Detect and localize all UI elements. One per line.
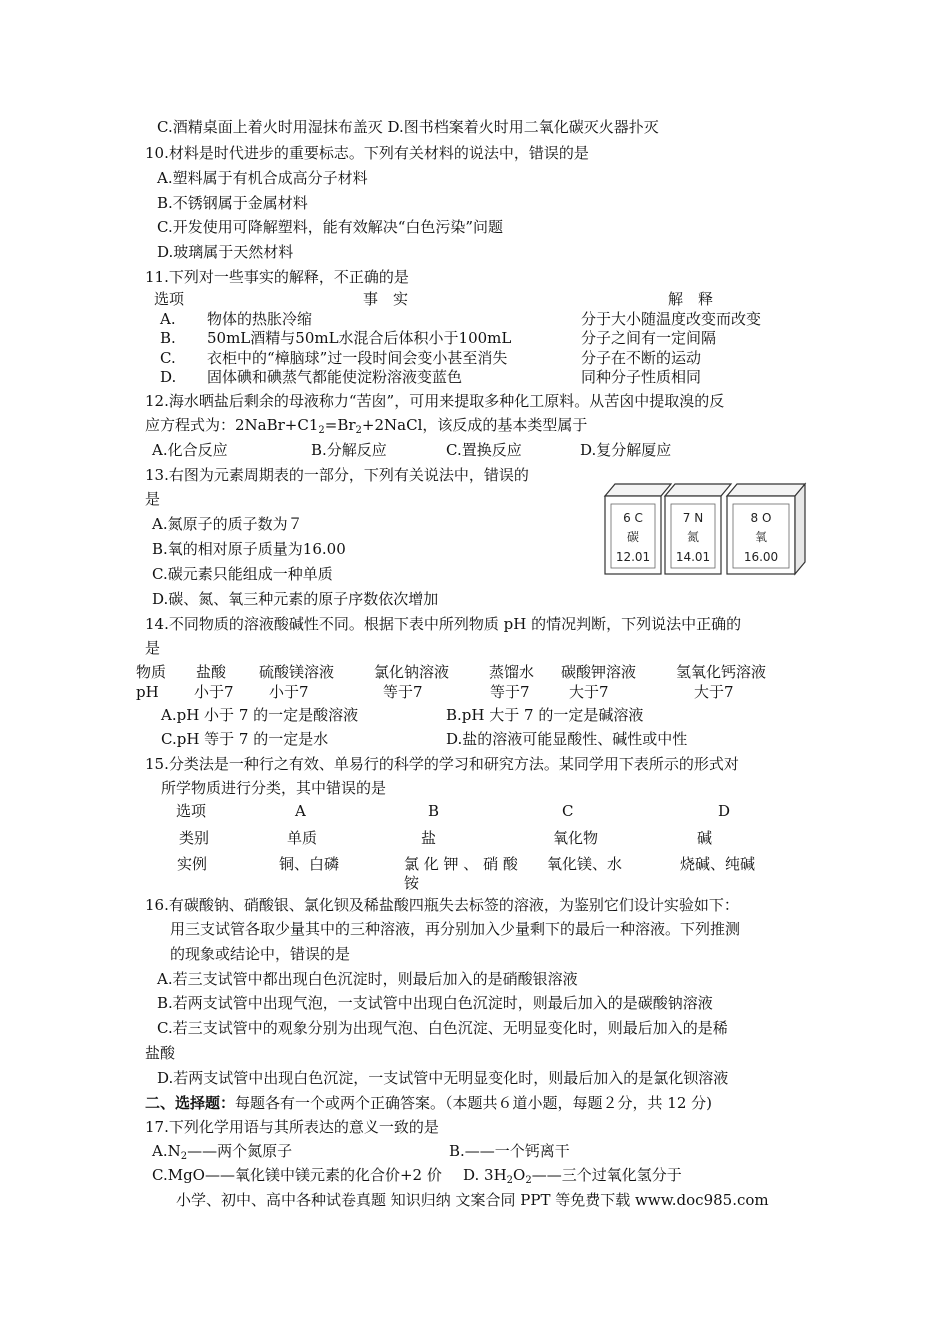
q14-option-b: B.pH 大于 7 的一定是碱溶液 bbox=[446, 706, 644, 724]
q11-head-explain: 解 释 bbox=[668, 290, 714, 308]
table-row: B. bbox=[160, 329, 176, 347]
table-cell: 等于7 bbox=[383, 683, 423, 701]
q17-option-b: B.——一个钙离干 bbox=[449, 1142, 570, 1160]
q13-stem-line2: 是 bbox=[145, 490, 161, 508]
q14-stem-line1: 14.不同物质的溶液酸碱性不同。根据下表中所列物质 pH 的情况判断，下列说法中正确的 bbox=[145, 615, 742, 633]
table-cell: 碳酸钾溶液 bbox=[561, 663, 637, 681]
q10-stem: 10.材料是时代进步的重要标志。下列有关材料的说法中，错误的是 bbox=[145, 144, 589, 162]
q17-option-c: C.MgO——氧化镁中镁元素的化合价+2 价 bbox=[152, 1166, 442, 1184]
table-cell: 小于7 bbox=[269, 683, 309, 701]
table-cell: 实例 bbox=[177, 855, 208, 873]
pt-cell-3-name: 氧 bbox=[754, 530, 768, 544]
table-cell: pH bbox=[136, 683, 159, 701]
section-2-title: 二、选择题： bbox=[145, 1094, 236, 1112]
page-footer: 小学、初中、高中各种试卷真题 知识归纳 文案合同 PPT 等免费下载 www.doc985.com bbox=[176, 1191, 769, 1209]
q12-stem-line1: 12.海水晒盐后剩余的母液称力“苦囱”，可用来提取多种化工原料。从苦囟中提取溴的反 bbox=[145, 392, 725, 410]
q15-stem-line1: 15.分类法是一种行之有效、单易行的科学的学习和研究方法。某同学用下表所示的形式对 bbox=[145, 755, 739, 773]
section-2-heading bbox=[145, 1093, 712, 1113]
table-cell: 硫酸镁溶液 bbox=[259, 663, 335, 681]
table-cell: C bbox=[562, 802, 574, 820]
q10-option-d: D.玻璃属于天然材料 bbox=[157, 243, 294, 261]
q10-option-b: B.不锈钢属于金属材料 bbox=[157, 194, 308, 212]
q12-option-d: D.复分解厦应 bbox=[580, 441, 672, 459]
pt-cell-3-top: 8 O bbox=[750, 511, 772, 525]
q16-option-c-line1: C.若三支试管中的观象分别为出现气泡、白色沉淀、无明显变化时，则最后加入的是稀 bbox=[157, 1019, 728, 1037]
q11-stem: 11.下列对一些事实的解释，不正确的是 bbox=[145, 268, 409, 286]
table-cell: 氧化物 bbox=[553, 829, 599, 847]
table-cell: 烧碱、纯碱 bbox=[680, 855, 756, 873]
table-cell: 50mL酒精与50mL水混合后体积小于100mL bbox=[207, 329, 512, 347]
table-cell: 盐 bbox=[421, 829, 437, 847]
table-row: A. bbox=[160, 310, 176, 328]
table-cell: 大于7 bbox=[694, 683, 734, 701]
q13-option-c: C.碳元素只能组成一种单质 bbox=[152, 565, 333, 583]
q12-stem-line2: 应方程式为：$2NaBr+C1_2=Br_2+2NaCl$，该反成的基本类型属于 bbox=[145, 416, 588, 436]
q10-option-a: A.塑料属于有机合成高分子材料 bbox=[157, 169, 368, 187]
q16-option-d: D.若两支试管中出现白色沉淀，一支试管中无明显变化时，则最后加入的是氯化钡溶液 bbox=[157, 1069, 729, 1087]
table-row: D. bbox=[160, 368, 177, 386]
table-row: C. bbox=[160, 349, 176, 367]
q13-option-a: A.氮原子的质子数为７ bbox=[152, 515, 303, 533]
q14-option-d: D.盐的溶液可能显酸性、碱性或中性 bbox=[446, 730, 688, 748]
table-cell: 类别 bbox=[179, 829, 210, 847]
table-cell: A bbox=[295, 802, 306, 820]
pt-cell-2-mass: 14.01 bbox=[675, 550, 711, 564]
q16-stem-line1: 16.有碳酸钠、硝酸银、氯化钡及稀盐酸四瓶失去标签的溶液，为鉴别它们设计实验如下： bbox=[145, 896, 739, 914]
pt-cell-1-top: 6 C bbox=[623, 511, 643, 525]
table-cell: 固体碘和碘蒸气都能使淀粉溶液变蓝色 bbox=[207, 368, 463, 386]
q14-option-a: A.pH 小于 7 的一定是酸溶液 bbox=[161, 706, 359, 724]
table-cell: D bbox=[718, 802, 731, 820]
table-cell: 分子在不断的运动 bbox=[581, 349, 702, 367]
table-cell: 等于7 bbox=[490, 683, 530, 701]
table-cell: 氯 化 钾 、 硝 酸 bbox=[404, 855, 518, 873]
q12-option-b: B.分解反应 bbox=[311, 441, 387, 459]
q17-option-a: $A.N_2——$两个氮原子 bbox=[152, 1142, 293, 1162]
section-2-instructions: 每题各有一个或两个正确答案。（本题共６道小题，每题２分，共 12 分) bbox=[235, 1094, 712, 1112]
table-cell: 盐酸 bbox=[196, 663, 227, 681]
q17-stem: 17.下列化学用语与其所表达的意义一致的是 bbox=[145, 1118, 439, 1136]
q14-stem-line2: 是 bbox=[145, 639, 161, 657]
q14-option-c: C.pH 等于 7 的一定是水 bbox=[161, 730, 329, 748]
table-cell: 单质 bbox=[287, 829, 318, 847]
table-cell: B bbox=[428, 802, 440, 820]
table-cell: 衣柜中的“樟脑球”过一段时间会变小甚至消失 bbox=[207, 349, 508, 367]
q12-option-a: A.化合反应 bbox=[152, 441, 228, 459]
q11-head-fact: 事 实 bbox=[363, 290, 409, 308]
table-cell: 大于7 bbox=[569, 683, 609, 701]
q17-option-d: D. $3H_2O_2——$三个过氧化氢分于 bbox=[463, 1166, 682, 1186]
q12-option-c: C.置换反应 bbox=[446, 441, 522, 459]
table-cell: 氧化镁、水 bbox=[547, 855, 623, 873]
table-cell: 物质 bbox=[136, 663, 167, 681]
table-cell: 铜、白磷 bbox=[279, 855, 340, 873]
q16-option-c-line2: 盐酸 bbox=[145, 1044, 176, 1062]
q13-option-b: B.氧的相对原子质量为16.00 bbox=[152, 540, 346, 558]
table-cell: 氯化钠溶液 bbox=[374, 663, 450, 681]
table-cell: 分于大小随温度改变而改变 bbox=[581, 310, 762, 328]
q11-head-option: 选项 bbox=[154, 290, 185, 308]
q16-stem-line3: 的现象或结论中，错误的是 bbox=[170, 945, 351, 963]
table-cell: 氢氧化钙溶液 bbox=[676, 663, 767, 681]
table-cell: 分子之间有一定间隔 bbox=[581, 329, 717, 347]
table-cell: 小于7 bbox=[194, 683, 234, 701]
q15-stem-line2: 所学物质进行分类，其中错误的是 bbox=[161, 779, 387, 797]
table-cell: 物体的热胀冷缩 bbox=[207, 310, 313, 328]
table-cell: 同种分子性质相同 bbox=[581, 368, 702, 386]
table-cell: 铵 bbox=[404, 874, 420, 892]
table-cell: 碱 bbox=[697, 829, 713, 847]
q10-option-c: C.开发使用可降解塑料，能有效解决“白色污染”问题 bbox=[157, 218, 504, 236]
q13-stem-line1: 13.右图为元素周期表的一部分，下列有关说法中，错误的 bbox=[145, 466, 529, 484]
periodic-table-figure bbox=[603, 482, 807, 577]
q16-option-b: B.若两支试管中出现气泡，一支试管中出现白色沉淀时，则最后加入的是碳酸钠溶液 bbox=[157, 994, 713, 1012]
pt-cell-2-top: 7 N bbox=[682, 511, 704, 525]
pt-cell-2-name: 氮 bbox=[686, 530, 700, 544]
pt-cell-1-mass: 12.01 bbox=[615, 550, 651, 564]
table-cell: 蒸馏水 bbox=[489, 663, 535, 681]
pt-cell-3-mass: 16.00 bbox=[743, 550, 779, 564]
pt-cell-1-name: 碳 bbox=[626, 530, 640, 544]
q9-option-cd: C.酒精桌面上着火时用湿抹布盖灭 D.图书档案着火时用二氧化碳灭火器扑灭 bbox=[157, 118, 659, 136]
q16-option-a: A.若三支试管中都出现白色沉淀时，则最后加入的是硝酸银溶液 bbox=[157, 970, 578, 988]
q13-option-d: D.碳、氮、氧三种元素的原子序数依次增加 bbox=[152, 590, 439, 608]
q16-stem-line2: 用三支试管各取少量其中的三种溶液，再分别加入少量剩下的最后一种溶液。下列推测 bbox=[170, 920, 741, 938]
table-cell: 选项 bbox=[176, 802, 207, 820]
